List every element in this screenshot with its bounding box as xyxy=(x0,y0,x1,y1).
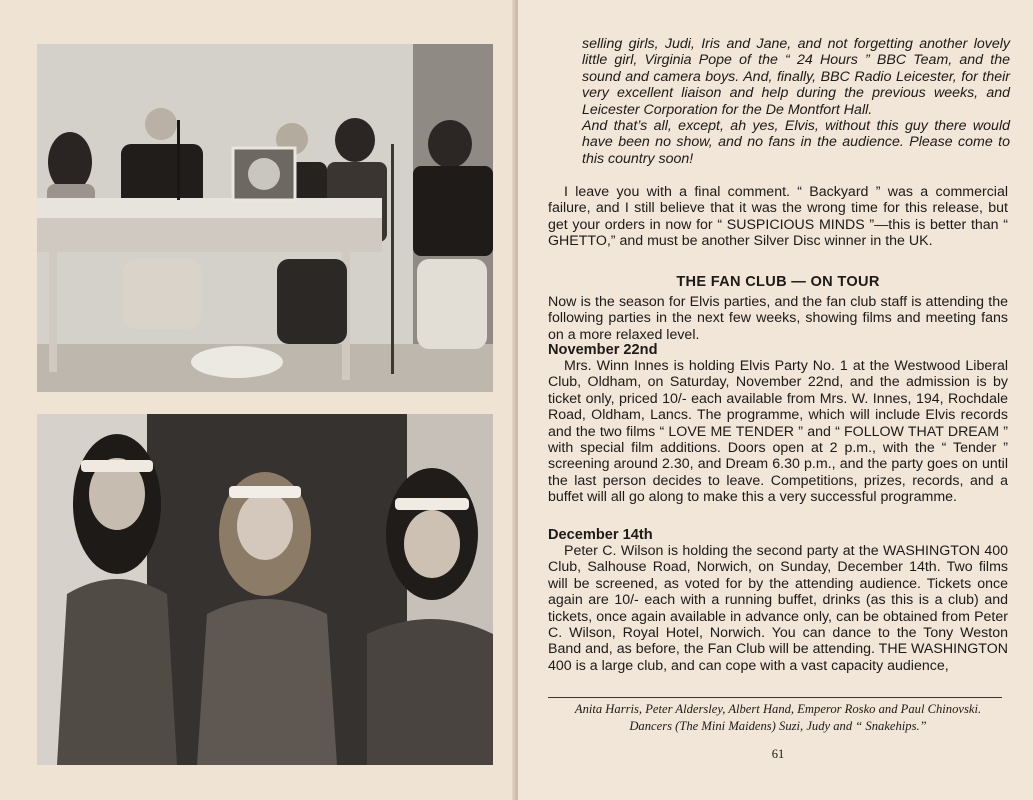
section-intro-paragraph: Now is the season for Elvis parties, and the fan club staff is attending the following parties in the next few weeks, showing films and meeting fans on a more relaxed level. xyxy=(548,294,1008,343)
final-comment-paragraph: I leave you with a final comment. “ Backyard ” was a commercial failure, and I still believe that it was the wrong time for this release, but get your orders in now for “ SUSPICIOUS MINDS ”—this is better than “ GHETTO,” and must be another Silver Disc winner in the UK. xyxy=(548,184,1008,250)
panel-photo xyxy=(37,44,493,392)
left-page xyxy=(0,0,516,800)
subhead-november-22nd: November 22nd xyxy=(548,342,658,358)
photo-caption xyxy=(548,702,1008,733)
intro-italic-paragraph: selling girls, Judi, Iris and Jane, and not forgetting another lovely little girl, Virginia Pope of the “ 24 Hours ” BBC Team, and the sound and camera boys. And, finally, BBC Radio Leicester, for their very excellent liaison and help during the previous weeks, and Leicester Corporation for the De Montfort Hall. xyxy=(582,36,1010,118)
dancers-photo-illustration xyxy=(37,414,493,765)
caption-divider xyxy=(548,697,1002,698)
december-party-paragraph: Peter C. Wilson is holding the second party at the WASHINGTON 400 Club, Salhouse Road, Norwich, on Sunday, December 14th. Two films will be screened, as voted for by the attending audience. Tickets once again are 10/- each with a running buffet, drinks (as this is a club) and tickets, once again available in advance only, can be obtained from Peter C. Wilson, Royal Hotel, Norwich. You can dance to the Tony Weston Band and, as before, the Fan Club will be attending. THE WASHINGTON 400 is a large club, and can cope with a vast capacity audience, xyxy=(548,543,1008,674)
dancers-photo xyxy=(37,414,493,765)
november-party-paragraph: Mrs. Winn Innes is holding Elvis Party No. 1 at the Westwood Liberal Club, Oldham, on Saturday, November 22nd, and the admission is by ticket only, priced 10/- each available from Mrs. W. Innes, 194, Rochdale Road, Oldham, Lancs. The programme, which will include Elvis records and the two films “ LOVE ME TENDER ” and “ FOLLOW THAT DREAM ” with special film additions. Doors open at 2 p.m., with the “ Tender ” screening around 2.30, and Dream 6.30 p.m., and the party goes on until the last person decides to leave. Competitions, prizes, records, and a buffet will all go along to make this a very successful programme. xyxy=(548,358,1008,506)
panel-photo-illustration xyxy=(37,44,493,392)
page-number: 61 xyxy=(771,747,785,761)
section-heading: THE FAN CLUB — ON TOUR xyxy=(676,274,880,290)
caption-line-bottom-photo: Dancers (The Mini Maidens) Suzi, Judy and “ Snakehips.” xyxy=(629,718,927,733)
subhead-december-14th: December 14th xyxy=(548,527,653,543)
caption-line-top-photo: Anita Harris, Peter Aldersley, Albert Hand, Emperor Rosko and Paul Chinovski. xyxy=(574,702,982,716)
acknowledgements-italic xyxy=(582,36,1010,167)
closing-italic-paragraph: And that’s all, except, ah yes, Elvis, without this guy there would have been no show, and no fans in the audience. Please come to this country soon! xyxy=(582,118,1010,167)
